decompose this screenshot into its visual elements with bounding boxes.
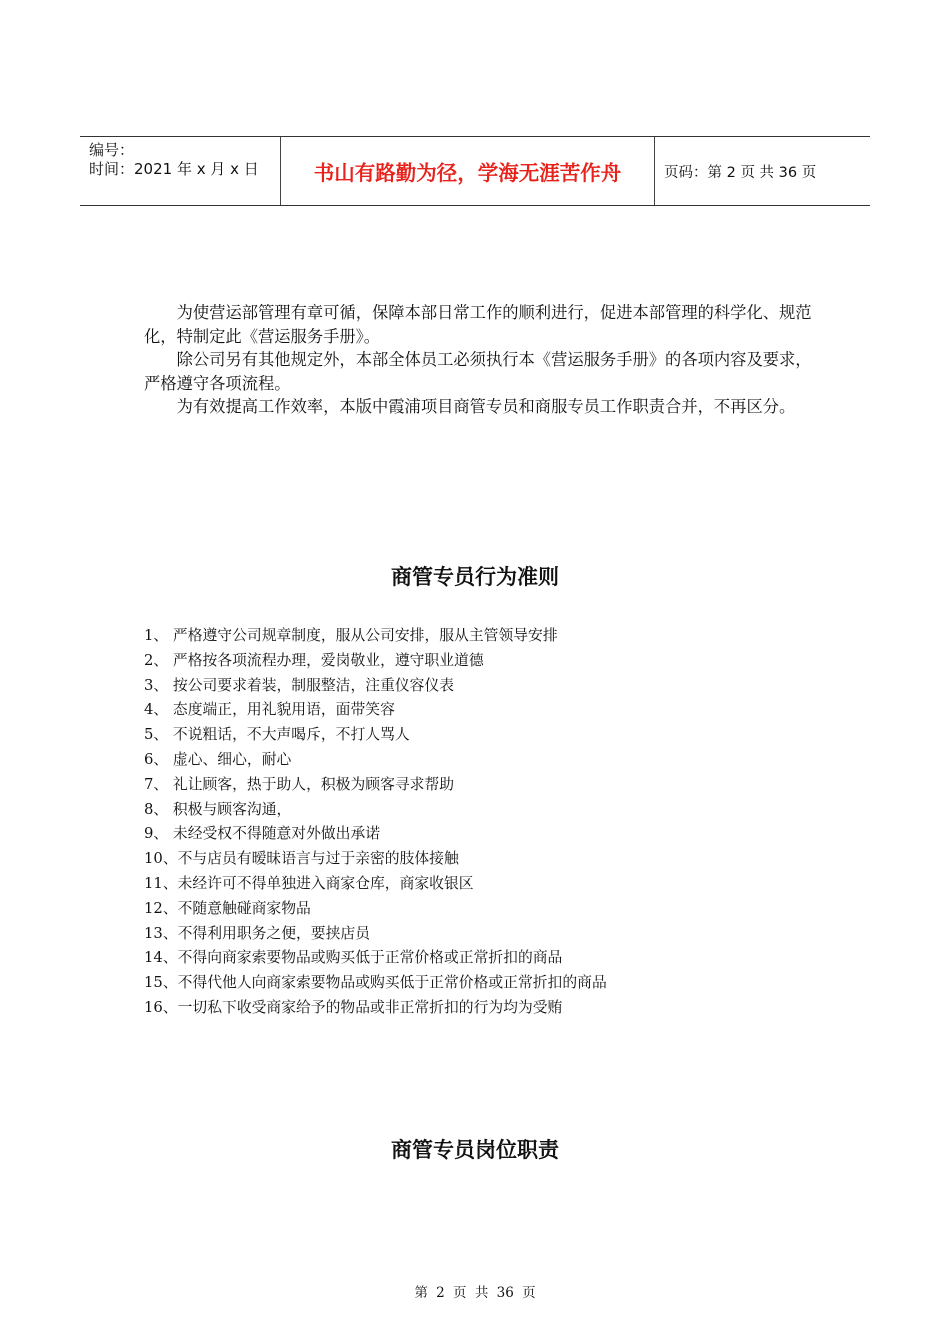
rule-item: 11、未经许可不得单独进入商家仓库，商家收银区 <box>144 874 474 892</box>
intro-paragraph: 除公司另有其他规定外，本部全体员工必须执行本《营运服务手册》的各项内容及要求，严格遵守各项流程。 <box>144 350 812 393</box>
duties-section-title: 商管专员岗位职责 <box>391 1138 559 1162</box>
header-motto-cell <box>281 137 655 205</box>
header-motto: 书山有路勤为径，学海无涯苦作舟 <box>313 161 622 185</box>
header-meta-cell <box>80 137 281 205</box>
document-number-label: 编号： <box>89 141 135 159</box>
rule-item: 10、不与店员有暧昧语言与过于亲密的肢体接触 <box>144 850 459 868</box>
conduct-rules-list <box>144 624 607 1021</box>
intro-text <box>144 301 819 419</box>
rule-item: 4、 态度端正，用礼貌用语，面带笑容 <box>144 701 395 719</box>
rule-item: 16、一切私下收受商家给予的物品或非正常折扣的行为均为受贿 <box>144 998 563 1016</box>
document-date-label: 时间：2021 年 x 月 x 日 <box>89 160 259 178</box>
rule-item: 8、 积极与顾客沟通， <box>144 800 292 818</box>
rule-item: 6、 虚心、细心，耐心 <box>144 750 292 768</box>
conduct-section-title: 商管专员行为准则 <box>391 565 559 589</box>
header-table <box>80 136 870 206</box>
header-page-cell <box>655 137 870 205</box>
rule-item: 12、不随意触碰商家物品 <box>144 899 311 917</box>
intro-paragraph: 为使营运部管理有章可循，保障本部日常工作的顺利进行，促进本部管理的科学化、规范化，特制定此《营运服务手册》。 <box>144 303 812 346</box>
rule-item: 1、 严格遵守公司规章制度，服从公司安排，服从主管领导安排 <box>144 627 558 644</box>
page-footer: 第 2 页 共 36 页 <box>414 1285 536 1301</box>
rule-item: 14、不得向商家索要物品或购买低于正常价格或正常折扣的商品 <box>144 949 563 967</box>
rule-item: 9、 未经受权不得随意对外做出承诺 <box>144 825 381 843</box>
rule-item: 3、 按公司要求着装，制服整洁，注重仪容仪表 <box>144 676 455 694</box>
rule-item: 5、 不说粗话，不大声喝斥，不打人骂人 <box>144 726 410 744</box>
intro-paragraph: 为有效提高工作效率，本版中霞浦项目商管专员和商服专员工作职责合并，不再区分。 <box>176 397 796 416</box>
rule-item: 7、 礼让顾客，热于助人，积极为顾客寻求帮助 <box>144 775 455 793</box>
rule-item: 2、 严格按各项流程办理，爱岗敬业，遵守职业道德 <box>144 651 484 669</box>
header-page-info: 页码：第 2 页 共 36 页 <box>664 164 817 181</box>
rule-item: 15、不得代他人向商家索要物品或购买低于正常价格或正常折扣的商品 <box>144 974 607 992</box>
rule-item: 13、不得利用职务之便，要挟店员 <box>144 924 370 942</box>
